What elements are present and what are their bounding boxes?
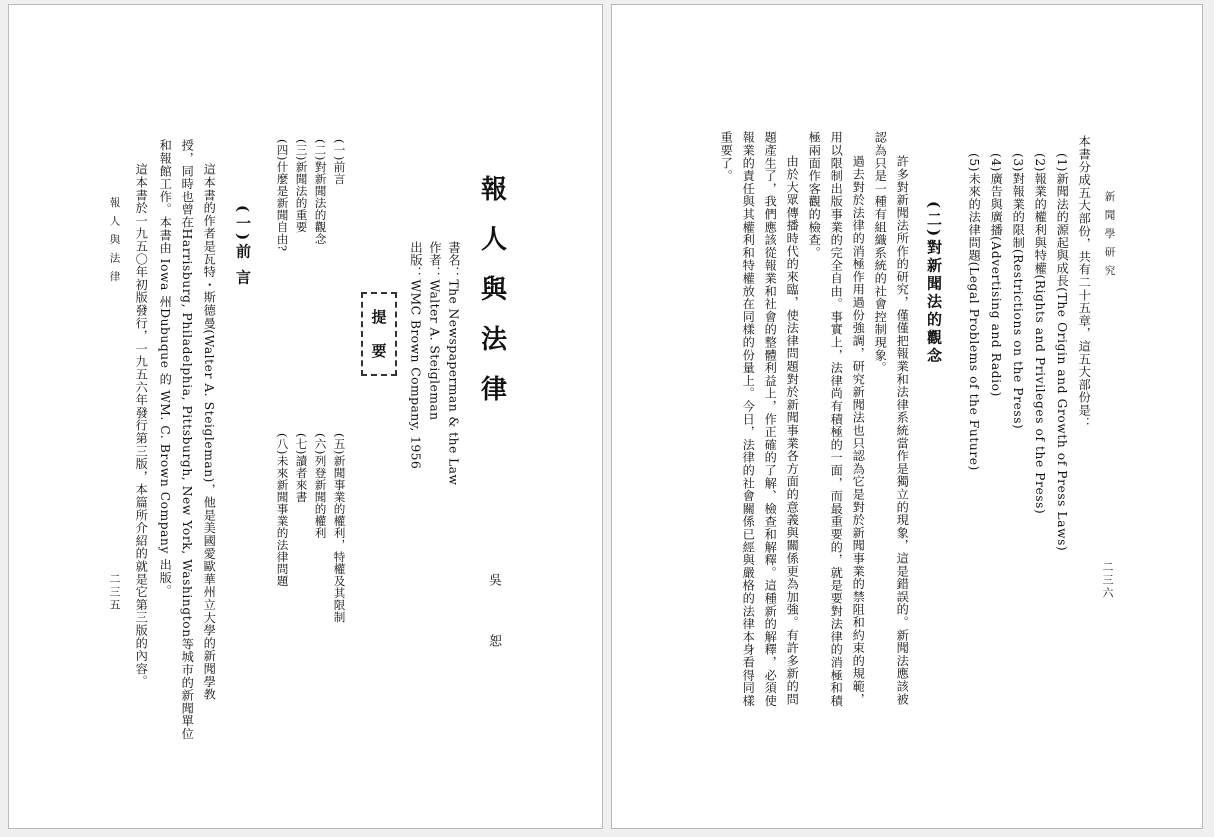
body-line: 這本書於一九五〇年初版發行，一九五六年發行第三版，本篇所介紹的就是它第三版的內容。 [134,163,149,688]
body-line: 和報館工作。本書由 Iowa 州Dubuque 的 WM. C. Brown Company 出版。 [158,139,173,597]
body-line: 用以限制出版事業的完全自由。事實上，法律尚有積極的一面，而最重要的，就是要對法律的消極和積 [829,131,844,707]
title-char: 報 [481,175,508,205]
toc-item: (七)讀者來書 [294,433,309,503]
title-char: 人 [481,225,508,255]
left-page [8,4,603,829]
page-number: 二三六 [1101,561,1114,600]
toc-item: (四)什麼是新聞自由? [275,139,290,252]
article-author: 吳 恕 [486,573,501,670]
toc-item: (二)對新聞法的觀念 [313,139,328,245]
part-item: (1)新聞法的源起與成長(The Origin and Growth of Press Laws) [1055,153,1070,552]
body-line: 極兩面作客觀的檢查。 [807,131,822,259]
body-line: 授，同時也曾在Harrisburg, Philadelphia, Pittsburgh, New York, Washington等城市的新聞單位 [180,139,195,741]
body-line: 重要了。 [719,131,734,183]
page-number: 二三五 [108,573,121,612]
summary-box-char: 提 [371,307,387,326]
toc-item: (三)新聞法的重要 [294,139,309,233]
book-publisher-line: 出版：WMC Brown Company, 1956 [408,241,424,470]
summary-box [361,292,397,376]
intro-line: 本書分成五大部份，共有二十五章，這五大部份是： [1077,135,1092,430]
part-item: (4)廣告與廣播(Advertising and Radio) [989,153,1004,397]
section-heading: (二)對新聞法的觀念 [925,201,943,366]
summary-box-char: 要 [371,341,387,360]
title-char: 律 [481,375,508,405]
section-heading: (一)前 言 [234,205,252,288]
body-line: 這本書的作者是瓦特・斯德曼(Walter A. Steigleman)，他是美國愛歐華州立大學的新聞學教 [202,163,217,701]
part-item: (2)報業的權利與特權(Rights and Privileges of the Press) [1033,153,1048,515]
running-head: 新聞學研究 [1103,191,1116,284]
body-line: 許多對新聞法所作的研究，僅僅把報業和法律系統當作是獨立的現象，這是錯誤的。新聞法應該被 [895,155,910,706]
toc-item: (五)新聞事業的權利，特權及其限制 [332,433,347,623]
book-name-line: 書名：The Newspaperman & the Law [446,241,462,486]
book-author-line: 作者：Walter A. Steigleman [427,241,443,421]
right-page [611,4,1203,829]
footer-title: 報人與法律 [108,197,121,290]
body-line: 題產生了，我們應該從報業和社會的整體利益上，作正確的了解、檢查和解釋。這種新的解釋，必須使 [763,131,778,707]
part-item: (3)對報業的限制(Restrictions on the Press) [1011,153,1026,430]
toc-item: (八)未來新聞事業的法律問題 [275,433,290,587]
body-line: 認為只是一種有組織系統的社會控制現象。 [873,131,888,375]
title-char: 與 [481,275,508,305]
toc-item: (一)前言 [332,139,347,185]
body-line: 由於大眾傳播時代的來臨，使法律問題對於新聞事業各方面的意義與關係更為加強。有許多新的問 [785,155,800,706]
toc-item: (六)列登新聞的權利 [313,433,328,539]
body-line: 報業的責任與其權利和特權放在同樣的份量上。今日，法律的社會關係已經與嚴格的法律本身看得同樣 [741,131,756,707]
title-char: 法 [481,325,508,355]
part-item: (5)未來的法律問題(Legal Problems of the Future) [967,153,982,471]
body-line: 過去對於法律的消極作用過份強調，研究新聞法也只認為它是對於新聞事業的禁阻和約束的規範， [851,155,866,706]
